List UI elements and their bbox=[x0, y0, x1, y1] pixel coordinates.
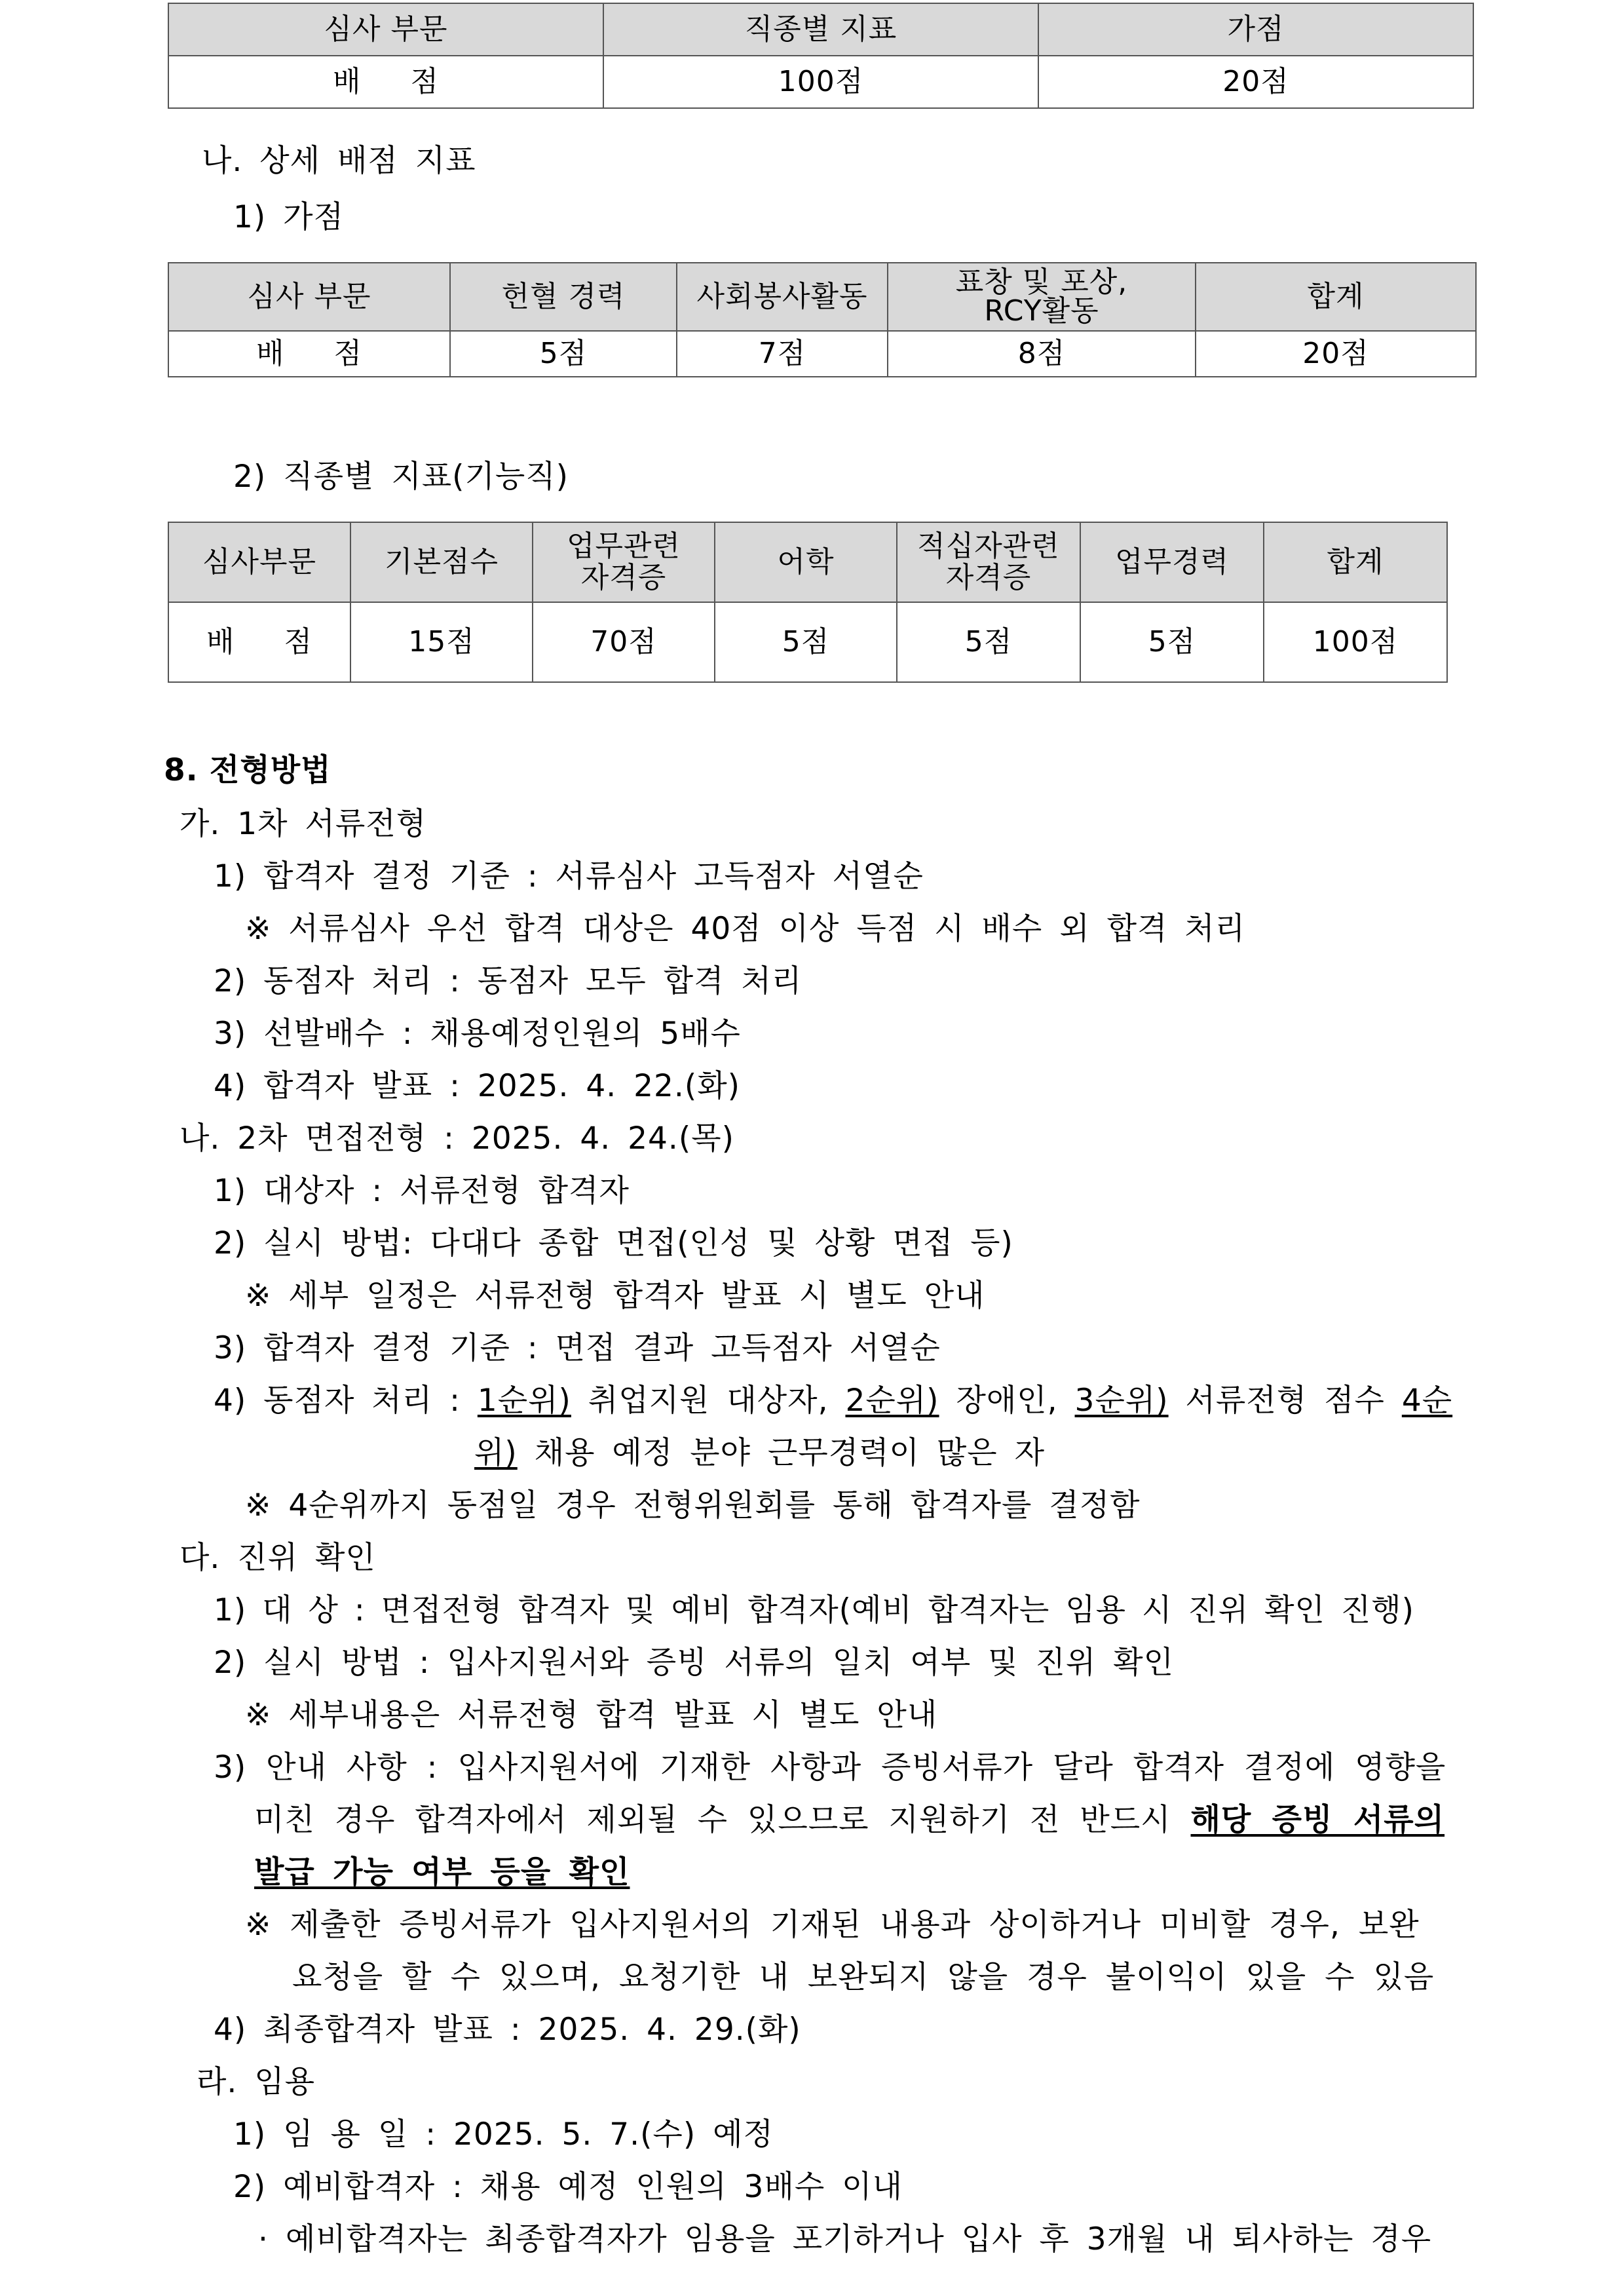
table-header-cell: 업무경력 bbox=[1080, 522, 1264, 602]
rank-label: 1순위) bbox=[477, 1383, 571, 1419]
table-header-cell: 헌혈 경력 bbox=[450, 263, 677, 331]
note-item: ※ 제출한 증빙서류가 입사지원서의 기재된 내용과 상이하거나 미비할 경우, 보완 bbox=[245, 1907, 1420, 1943]
job-score-table bbox=[168, 522, 1448, 683]
list-item: 3) 합격자 결정 기준 : 면접 결과 고득점자 서열순 bbox=[214, 1330, 941, 1366]
table-cell: 15점 bbox=[350, 602, 533, 682]
table-header-cell bbox=[897, 522, 1080, 602]
table-cell: 배 점 bbox=[168, 602, 350, 682]
note-item: ※ 4순위까지 동점일 경우 전형위원회를 통해 합격자를 결정함 bbox=[245, 1487, 1141, 1523]
table-cell: 5점 bbox=[1080, 602, 1264, 682]
rank-label: 4순 bbox=[1401, 1383, 1453, 1419]
list-item: 1) 임 용 일 : 2025. 5. 7.(수) 예정 bbox=[233, 2116, 774, 2152]
list-item: 1) 대상자 : 서류전형 합격자 bbox=[214, 1173, 630, 1209]
list-item-tie-rule bbox=[214, 1383, 1487, 1419]
text-run: 채용 예정 분야 근무경력이 많은 자 bbox=[517, 1435, 1046, 1471]
list-item: 2) 예비합격자 : 채용 예정 인원의 3배수 이내 bbox=[233, 2169, 903, 2205]
table-header-cell: 심사 부문 bbox=[168, 263, 450, 331]
note-item: ※ 세부 일정은 서류전형 합격자 발표 시 별도 안내 bbox=[245, 1278, 985, 1314]
table-header-cell: 심사 부문 bbox=[168, 3, 603, 56]
note-item: ※ 세부내용은 서류전형 합격 발표 시 별도 안내 bbox=[245, 1697, 938, 1733]
section-subheading: 라. 임용 bbox=[197, 2064, 316, 2100]
header-line: RCY활동 bbox=[984, 294, 1099, 328]
table-cell: 7점 bbox=[677, 331, 888, 377]
bonus-score-table bbox=[168, 262, 1477, 377]
note-item: · 예비합격자는 최종합격자가 임용을 포기하거나 입사 후 3개월 내 퇴사하는 경우 bbox=[258, 2221, 1432, 2257]
list-item: 1) 합격자 결정 기준 : 서류심사 고득점자 서열순 bbox=[214, 858, 924, 894]
list-item-continuation bbox=[474, 1435, 1045, 1472]
table-header-cell: 합계 bbox=[1196, 263, 1476, 331]
subsection-heading: 1) 가점 bbox=[233, 199, 344, 235]
text-run: 취업지원 대상자, bbox=[571, 1383, 846, 1419]
list-item: 3) 안내 사항 : 입사지원서에 기재한 사항과 증빙서류가 달라 합격자 결정에 영향을 bbox=[214, 1750, 1446, 1786]
header-line: 업무관련 bbox=[566, 529, 681, 563]
emphasis-text: 해당 증빙 서류의 bbox=[1190, 1802, 1445, 1838]
list-item: 3) 선발배수 : 채용예정인원의 5배수 bbox=[214, 1016, 741, 1052]
table-header-cell bbox=[533, 522, 715, 602]
rank-label: 위) bbox=[474, 1435, 518, 1471]
text-run: 장애인, bbox=[939, 1383, 1075, 1419]
table-cell: 배 점 bbox=[168, 56, 603, 108]
list-item: 4) 최종합격자 발표 : 2025. 4. 29.(화) bbox=[214, 2012, 801, 2048]
section-subheading: 나. 2차 면접전형 : 2025. 4. 24.(목) bbox=[179, 1120, 734, 1157]
header-line: 표창 및 포상, bbox=[955, 265, 1128, 299]
text-run: 서류전형 점수 bbox=[1168, 1383, 1402, 1419]
table-cell: 5점 bbox=[450, 331, 677, 377]
emphasis-text: 발급 가능 여부 등을 확인 bbox=[254, 1854, 630, 1890]
table-header-cell: 심사부문 bbox=[168, 522, 350, 602]
list-item-continuation bbox=[254, 1802, 1445, 1839]
section-subheading: 가. 1차 서류전형 bbox=[179, 806, 427, 842]
table-cell: 100점 bbox=[1264, 602, 1447, 682]
rank-label: 3순위) bbox=[1074, 1383, 1169, 1419]
note-item-continuation: 요청을 할 수 있으며, 요청기한 내 보완되지 않을 경우 불이익이 있을 수 있음 bbox=[292, 1959, 1435, 1995]
rank-label: 2순위) bbox=[845, 1383, 939, 1419]
list-item: 1) 대 상 : 면접전형 합격자 및 예비 합격자(예비 합격자는 임용 시 진위 확인 진행) bbox=[214, 1592, 1414, 1628]
section-subheading: 다. 진위 확인 bbox=[179, 1540, 376, 1576]
table-cell: 배 점 bbox=[168, 331, 450, 377]
table-header-cell: 직종별 지표 bbox=[603, 3, 1038, 56]
table-header-cell: 기본점수 bbox=[350, 522, 533, 602]
header-line: 적십자관련 bbox=[917, 529, 1060, 563]
table-cell: 5점 bbox=[897, 602, 1080, 682]
note-item: ※ 서류심사 우선 합격 대상은 40점 이상 득점 시 배수 외 합격 처리 bbox=[245, 911, 1246, 947]
header-line: 자격증 bbox=[945, 561, 1032, 594]
section-title: 8. 전형방법 bbox=[164, 752, 331, 788]
table-header-cell: 가점 bbox=[1038, 3, 1473, 56]
text-run: 미친 경우 합격자에서 제외될 수 있으므로 지원하기 전 반드시 bbox=[254, 1802, 1191, 1838]
section-subheading: 나. 상세 배점 지표 bbox=[202, 143, 476, 179]
table-cell: 100점 bbox=[603, 56, 1038, 108]
list-item: 2) 실시 방법 : 입사지원서와 증빙 서류의 일치 여부 및 진위 확인 bbox=[214, 1645, 1175, 1681]
table-cell: 5점 bbox=[715, 602, 897, 682]
table-cell: 8점 bbox=[888, 331, 1196, 377]
list-item: 2) 동점자 처리 : 동점자 모두 합격 처리 bbox=[214, 963, 803, 999]
list-item: 4) 합격자 발표 : 2025. 4. 22.(화) bbox=[214, 1068, 740, 1104]
header-line: 자격증 bbox=[580, 561, 667, 594]
table-cell: 20점 bbox=[1038, 56, 1473, 108]
subsection-heading: 2) 직종별 지표(기능직) bbox=[233, 459, 569, 495]
table-header-cell: 사회봉사활동 bbox=[677, 263, 888, 331]
table-header-cell: 어학 bbox=[715, 522, 897, 602]
table-header-cell bbox=[888, 263, 1196, 331]
summary-score-table bbox=[168, 3, 1474, 109]
table-cell: 20점 bbox=[1196, 331, 1476, 377]
list-item: 2) 실시 방법: 다대다 종합 면접(인성 및 상황 면접 등) bbox=[214, 1225, 1013, 1261]
text-run: 4) 동점자 처리 : bbox=[214, 1383, 478, 1419]
table-cell: 70점 bbox=[533, 602, 715, 682]
table-header-cell: 합계 bbox=[1264, 522, 1447, 602]
